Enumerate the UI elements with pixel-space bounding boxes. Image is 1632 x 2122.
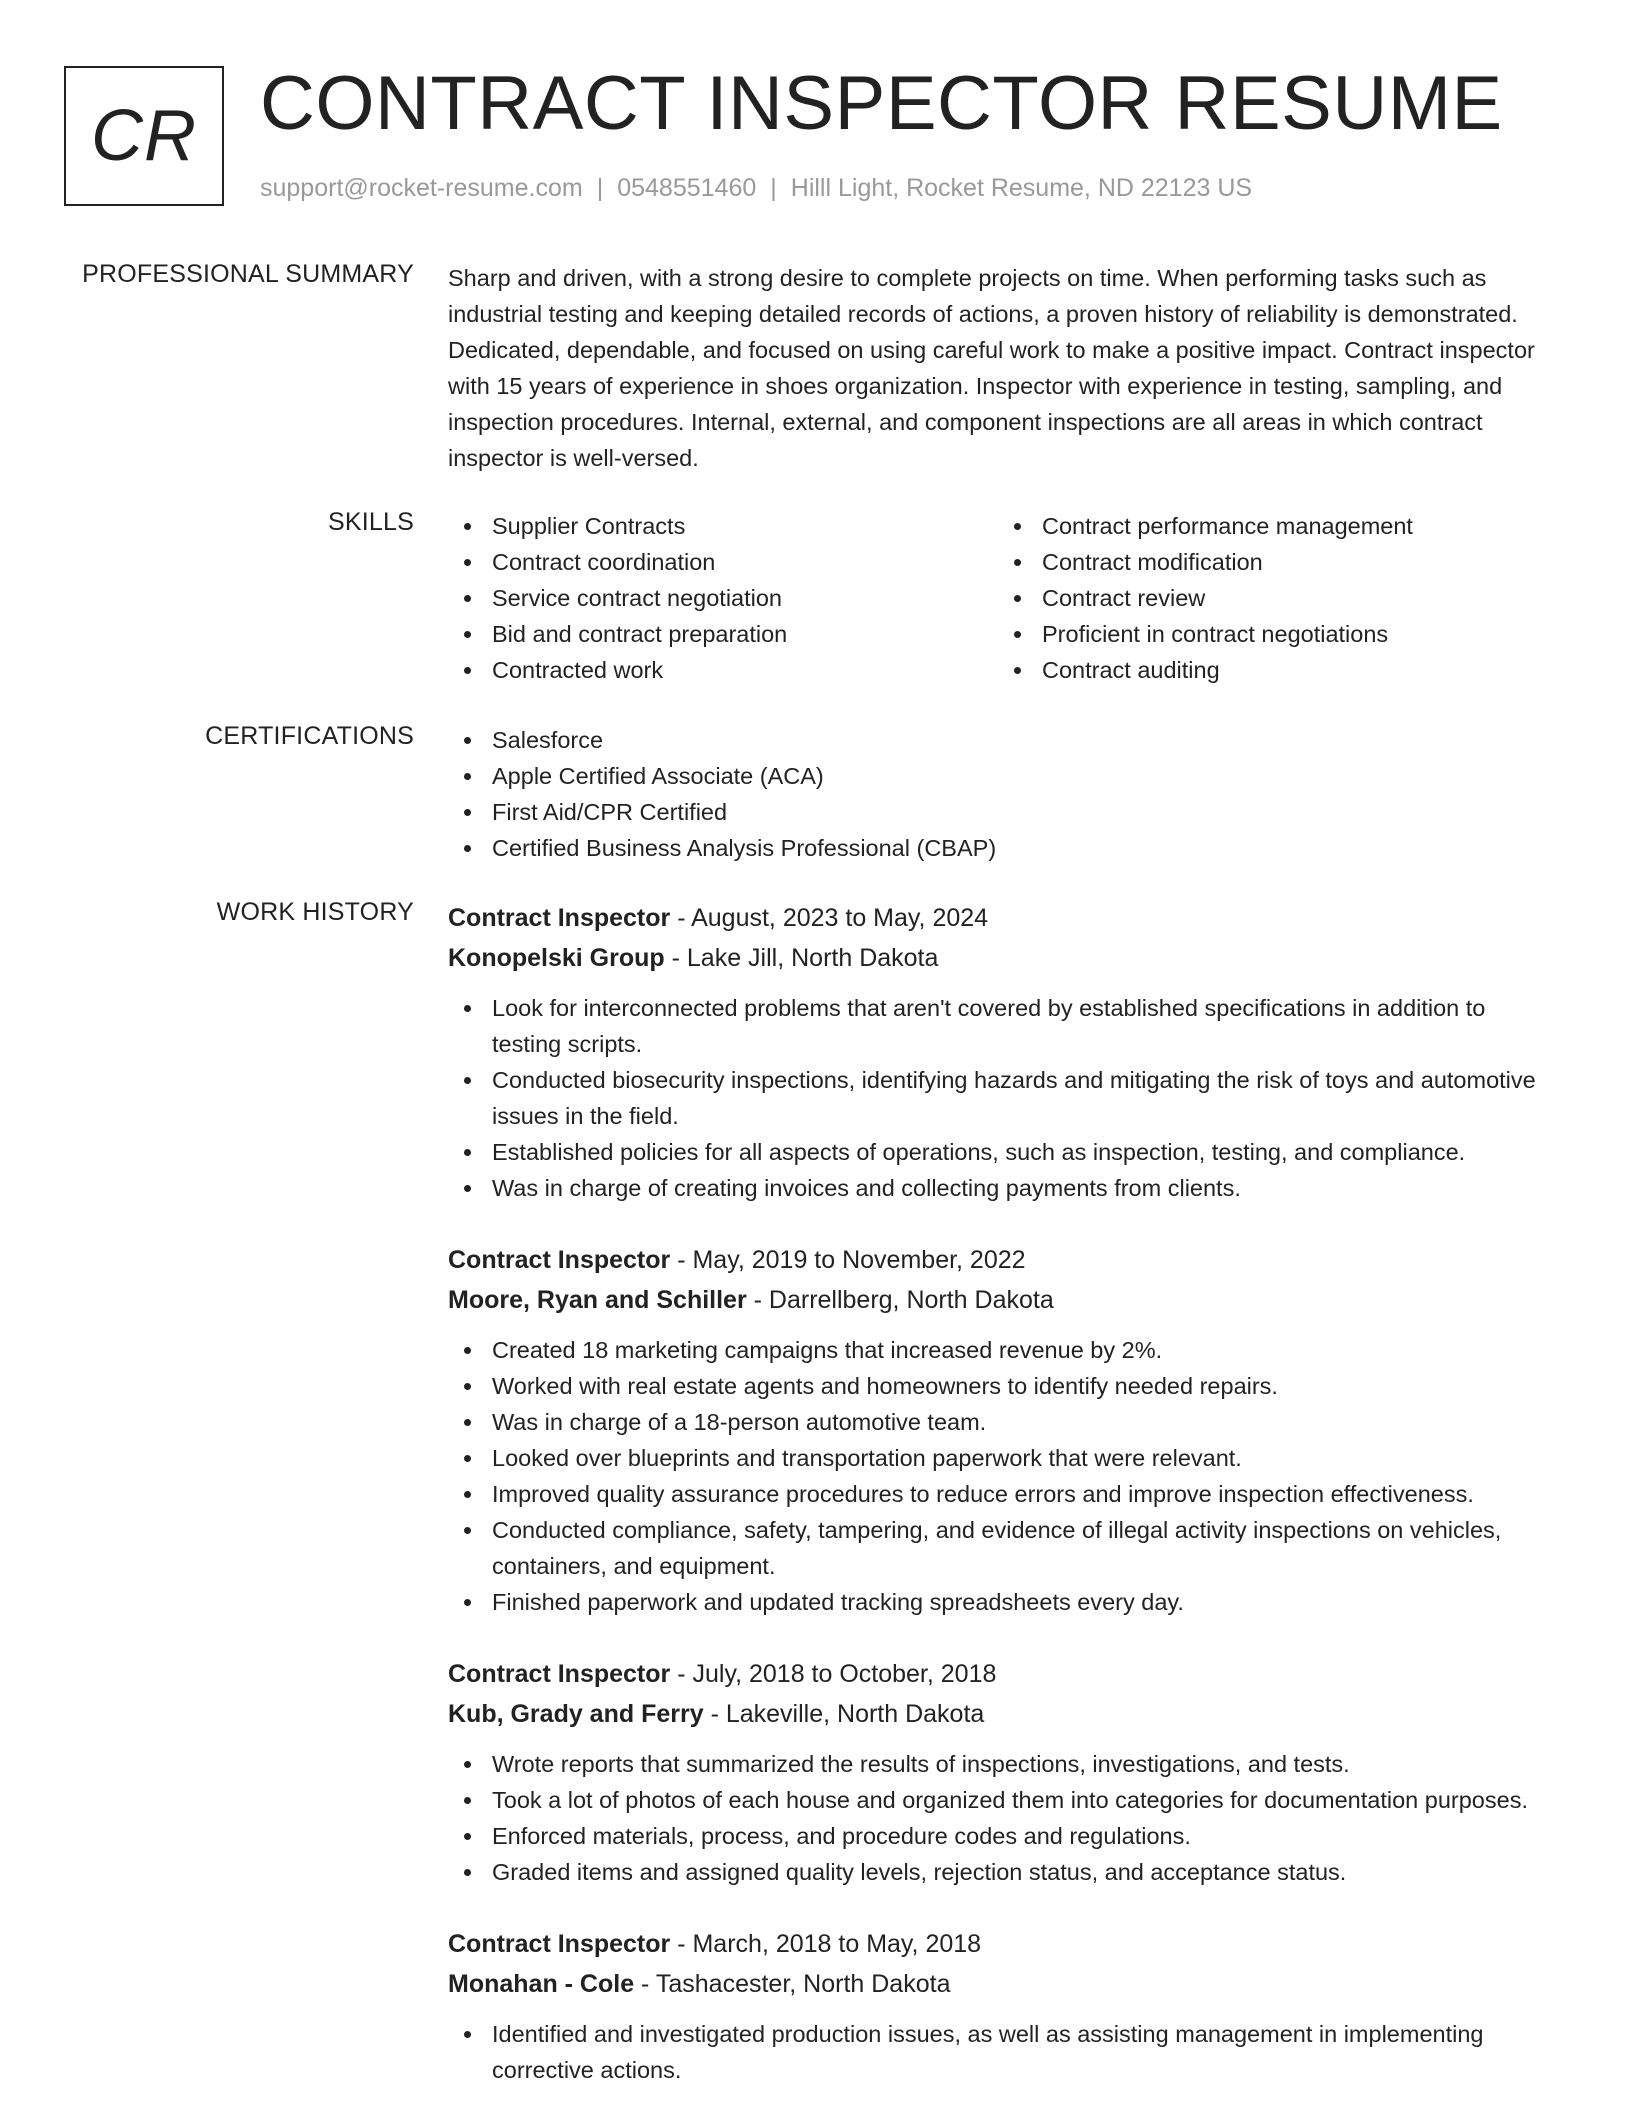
contact-address: Hilll Light, Rocket Resume, ND 22123 US [790, 174, 1253, 202]
job-bullet: Look for interconnected problems that aren't covered by established specifications in addition to testing scripts. [492, 990, 1548, 1062]
skills-list-left [448, 508, 998, 688]
work-history-body [448, 898, 1548, 2122]
job-location: - Lake Jill, North Dakota [664, 944, 939, 972]
job-bullet: Identified and investigated production issues, as well as assisting management in implementing corrective actions. [492, 2016, 1548, 2088]
skills-heading: SKILLS [328, 508, 414, 536]
certification-item: Apple Certified Associate (ACA) [492, 758, 1548, 794]
certification-item: First Aid/CPR Certified [492, 794, 1548, 830]
job-company: Konopelski Group [448, 944, 665, 972]
resume-title: CONTRACT INSPECTOR RESUME [260, 61, 1503, 146]
job-title-line [448, 1240, 1548, 1280]
job-title: Contract Inspector [448, 904, 671, 932]
skill-item: Contract review [1042, 580, 1548, 616]
certifications-list [448, 722, 1548, 866]
job-bullets [448, 1332, 1548, 1620]
skill-item: Contract coordination [492, 544, 998, 580]
job-bullet: Was in charge of creating invoices and collecting payments from clients. [492, 1170, 1548, 1206]
job-title: Contract Inspector [448, 1660, 671, 1688]
contact-separator: | [596, 174, 604, 202]
job-company: Moore, Ryan and Schiller [448, 1286, 747, 1314]
skill-item: Contract performance management [1042, 508, 1548, 544]
job-title-line [448, 1924, 1548, 1964]
contact-email: support@rocket-resume.com [260, 174, 583, 202]
job-company-line [448, 1694, 1548, 1734]
job-bullet: Established policies for all aspects of operations, such as inspection, testing, and compliance. [492, 1134, 1548, 1170]
job-entry [448, 898, 1548, 1206]
job-entry [448, 1654, 1548, 1890]
job-bullet: Was in charge of a 18-person automotive team. [492, 1404, 1548, 1440]
job-title-line [448, 898, 1548, 938]
job-bullet: Conducted compliance, safety, tampering, and evidence of illegal activity inspections on vehicles, containers, and equipment. [492, 1512, 1548, 1584]
skill-item: Proficient in contract negotiations [1042, 616, 1548, 652]
skill-item: Contract modification [1042, 544, 1548, 580]
job-dates: - March, 2018 to May, 2018 [670, 1930, 982, 1958]
job-title-line [448, 1654, 1548, 1694]
contact-separator: | [770, 174, 777, 202]
certification-item: Salesforce [492, 722, 1548, 758]
job-bullet: Looked over blueprints and transportation paperwork that were relevant. [492, 1440, 1548, 1476]
job-bullet: Finished paperwork and updated tracking spreadsheets every day. [492, 1584, 1548, 1620]
resume-header [64, 61, 1564, 210]
summary-text: Sharp and driven, with a strong desire to complete projects on time. When performing tasks such as industrial testing and keeping detailed records of actions, a proven history of reliability is demonstrated. Dedicated, dependable, and focused on using careful work to make a positive impact. Contract inspector with 15 years of experience in shoes organization. Inspector with experience in testing, sampling, and inspection procedures. Internal, external, and component inspections are all areas in which contract inspector is well-versed. [448, 265, 1535, 471]
job-bullet: Improved quality assurance procedures to reduce errors and improve inspection effectiveness. [492, 1476, 1548, 1512]
job-bullet: Took a lot of photos of each house and organized them into categories for documentation purposes. [492, 1782, 1548, 1818]
summary-heading: PROFESSIONAL SUMMARY [82, 260, 414, 288]
job-dates: - August, 2023 to May, 2024 [670, 904, 989, 932]
job-company-line [448, 1964, 1548, 2004]
job-dates: - July, 2018 to October, 2018 [670, 1660, 997, 1688]
work-history-heading: WORK HISTORY [216, 898, 414, 926]
job-location: - Darrellberg, North Dakota [746, 1286, 1054, 1314]
job-company-line [448, 938, 1548, 978]
job-company-line [448, 1280, 1548, 1320]
contact-phone: 0548551460 [617, 174, 757, 202]
job-bullet: Created 18 marketing campaigns that increased revenue by 2%. [492, 1332, 1548, 1368]
job-bullets [448, 1746, 1548, 1890]
skill-item: Supplier Contracts [492, 508, 998, 544]
skill-item: Service contract negotiation [492, 580, 998, 616]
job-entry [448, 1924, 1548, 2088]
certifications-body [448, 722, 1548, 866]
job-company: Monahan - Cole [448, 1970, 635, 1998]
skill-item: Contracted work [492, 652, 998, 688]
monogram-badge: CR [64, 66, 224, 206]
skills-grid [448, 508, 1548, 688]
certifications-heading: CERTIFICATIONS [205, 722, 414, 750]
job-bullets [448, 2016, 1548, 2088]
job-bullets [448, 990, 1548, 1206]
job-bullet: Enforced materials, process, and procedure codes and regulations. [492, 1818, 1548, 1854]
job-location: - Tashacester, North Dakota [634, 1970, 951, 1998]
job-company: Kub, Grady and Ferry [448, 1700, 704, 1728]
job-location: - Lakeville, North Dakota [703, 1700, 985, 1728]
job-entry [448, 1240, 1548, 1620]
job-bullet: Graded items and assigned quality levels, rejection status, and acceptance status. [492, 1854, 1548, 1890]
job-bullet: Conducted biosecurity inspections, identifying hazards and mitigating the risk of toys and automotive issues in the field. [492, 1062, 1548, 1134]
certification-item: Certified Business Analysis Professional (CBAP) [492, 830, 1548, 866]
job-title: Contract Inspector [448, 1246, 671, 1274]
job-bullet: Wrote reports that summarized the results of inspections, investigations, and tests. [492, 1746, 1548, 1782]
job-title: Contract Inspector [448, 1930, 671, 1958]
skills-list-right [998, 508, 1548, 688]
job-dates: - May, 2019 to November, 2022 [670, 1246, 1026, 1274]
skill-item: Contract auditing [1042, 652, 1548, 688]
job-bullet: Worked with real estate agents and homeowners to identify needed repairs. [492, 1368, 1548, 1404]
contact-line [260, 174, 1252, 203]
skill-item: Bid and contract preparation [492, 616, 998, 652]
